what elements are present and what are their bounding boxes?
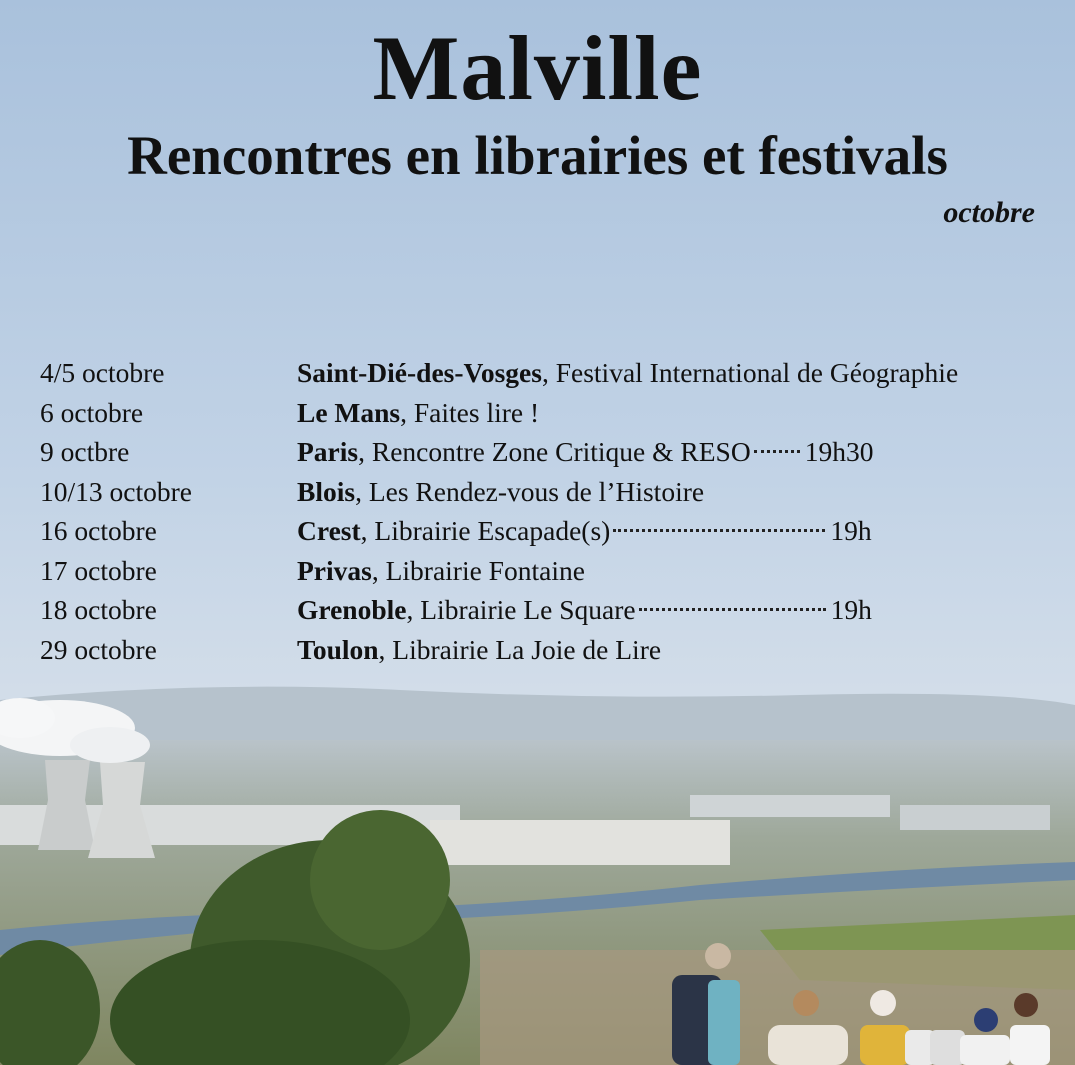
event-city: Paris [297,436,359,467]
event-place: , Librairie Le Square [406,594,636,625]
event-date: 18 octobre [40,594,157,625]
event-row [40,393,1040,433]
event-place: , Rencontre Zone Critique & RESO [358,436,751,467]
event-row [40,590,1040,630]
dot-leader [754,450,800,453]
event-row [40,551,1040,591]
event-row [40,511,1040,551]
event-city: Toulon [297,633,379,665]
event-info [297,590,872,630]
event-city: Le Mans [297,396,401,428]
event-place: , Librairie La Joie de Lire [378,633,662,665]
event-time: 19h [830,515,872,546]
event-date: 9 octbre [40,436,130,467]
event-row [40,353,1040,393]
event-city: Privas [297,554,372,586]
event-place: , Librairie Fontaine [371,554,585,586]
events-list [40,353,1040,669]
event-date: 16 octobre [40,515,157,546]
event-date: 6 octobre [40,396,144,428]
event-city: Blois [297,475,356,507]
event-info [297,393,539,433]
event-date: 10/13 octobre [40,475,192,507]
event-place: , Festival International de Géographie [541,357,959,388]
event-place: , Les Rendez-vous de l’Histoire [355,475,705,507]
event-city: Grenoble [297,594,407,625]
event-time: 19h30 [804,436,874,467]
event-row [40,432,1040,472]
page-title: Malville [372,17,703,119]
event-info [297,551,585,591]
event-city: Crest [297,515,361,546]
event-date: 17 octobre [40,554,157,586]
dot-leader [613,529,825,532]
event-time: 19h [830,594,872,625]
event-info [297,432,873,472]
event-date: 4/5 octobre [40,357,165,388]
dot-leader [639,608,826,611]
event-info [297,630,661,670]
event-info [297,511,872,551]
page-subtitle: Rencontres en librairies et festivals [127,125,948,186]
event-place: , Faites lire ! [400,396,540,428]
event-row [40,630,1040,670]
event-city: Saint-Dié-des-Vosges [297,357,542,388]
event-info [297,353,958,393]
month-label: octobre [943,196,1035,229]
event-date: 29 octobre [40,633,157,665]
event-info [297,472,704,512]
event-row [40,472,1040,512]
event-place: , Librairie Escapade(s) [360,515,611,546]
